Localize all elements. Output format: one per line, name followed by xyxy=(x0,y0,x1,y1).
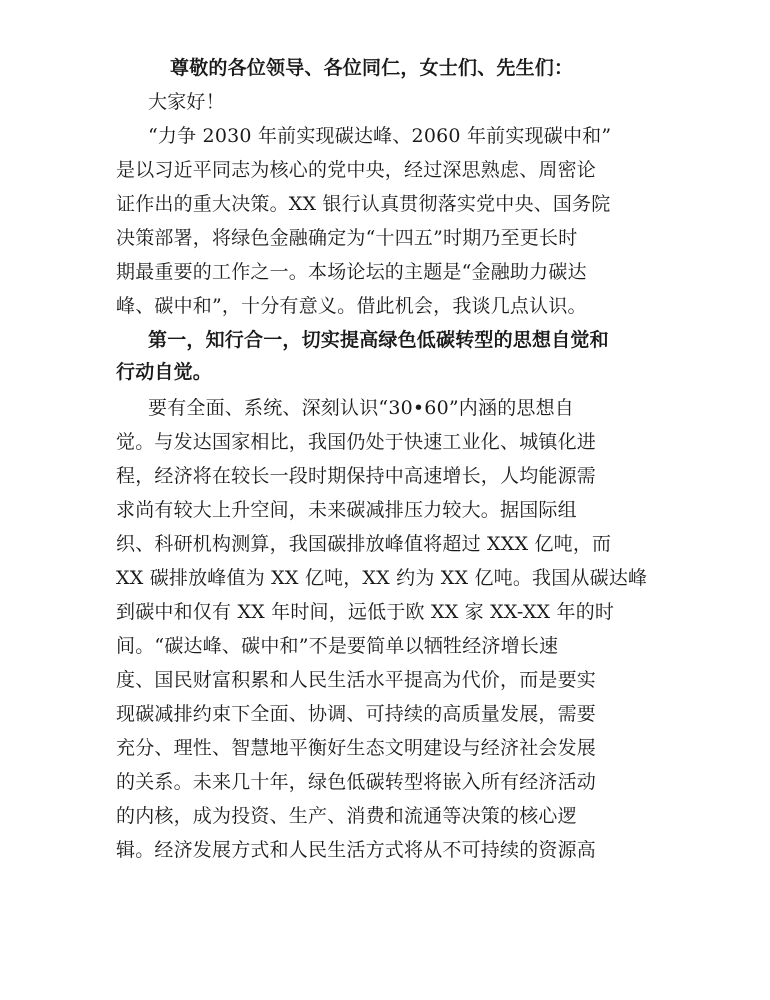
paragraph-line: 是以习近平同志为核心的党中央，经过深思熟虑、周密论 xyxy=(116,159,597,181)
salutation-line: 尊敬的各位领导、各位同仁，女士们、先生们： xyxy=(170,57,574,79)
paragraph-line: 程，经济将在较长一段时期保持中高速增长，人均能源需 xyxy=(116,465,597,487)
greeting-line: 大家好！ xyxy=(148,91,225,113)
section-heading-line: 第一，知行合一，切实提高绿色低碳转型的思想自觉和 xyxy=(148,329,609,351)
paragraph-line: 求尚有较大上升空间，未来碳减排压力较大。据国际组 xyxy=(116,499,577,521)
paragraph-line: 现碳减排约束下全面、协调、可持续的高质量发展，需要 xyxy=(116,703,597,725)
paragraph-line: 间。“碳达峰、碳中和”不是要简单以牺牲经济增长速 xyxy=(116,635,559,657)
paragraph-line: 要有全面、系统、深刻认识“30•60”内涵的思想自 xyxy=(148,397,574,419)
paragraph-line: 峰、碳中和”，十分有意义。借此机会，我谈几点认识。 xyxy=(116,295,587,317)
paragraph-line: “力争 2030 年前实现碳达峰、2060 年前实现碳中和” xyxy=(148,125,612,147)
paragraph-line: 织、科研机构测算，我国碳排放峰值将超过 XXX 亿吨，而 xyxy=(116,533,612,555)
paragraph-line: XX 碳排放峰值为 XX 亿吨，XX 约为 XX 亿吨。我国从碳达峰 xyxy=(116,567,648,589)
paragraph-line: 到碳中和仅有 XX 年时间，远低于欧 XX 家 XX-XX 年的时 xyxy=(116,601,615,623)
paragraph-line: 充分、理性、智慧地平衡好生态文明建设与经济社会发展 xyxy=(116,737,597,759)
paragraph-line: 的关系。未来几十年，绿色低碳转型将嵌入所有经济活动 xyxy=(116,771,597,793)
paragraph-line: 辑。经济发展方式和人民生活方式将从不可持续的资源高 xyxy=(116,839,597,861)
section-heading-line: 行动自觉。 xyxy=(116,361,213,383)
paragraph-line: 度、国民财富积累和人民生活水平提高为代价，而是要实 xyxy=(116,669,597,691)
paragraph-line: 的内核，成为投资、生产、消费和流通等决策的核心逻 xyxy=(116,805,577,827)
paragraph-line: 决策部署，将绿色金融确定为“十四五”时期乃至更长时 xyxy=(116,227,578,249)
paragraph-line: 期最重要的工作之一。本场论坛的主题是“金融助力碳达 xyxy=(116,261,587,283)
paragraph-line: 证作出的重大决策。XX 银行认真贯彻落实党中央、国务院 xyxy=(116,193,611,215)
paragraph-line: 觉。与发达国家相比，我国仍处于快速工业化、城镇化进 xyxy=(116,431,597,453)
